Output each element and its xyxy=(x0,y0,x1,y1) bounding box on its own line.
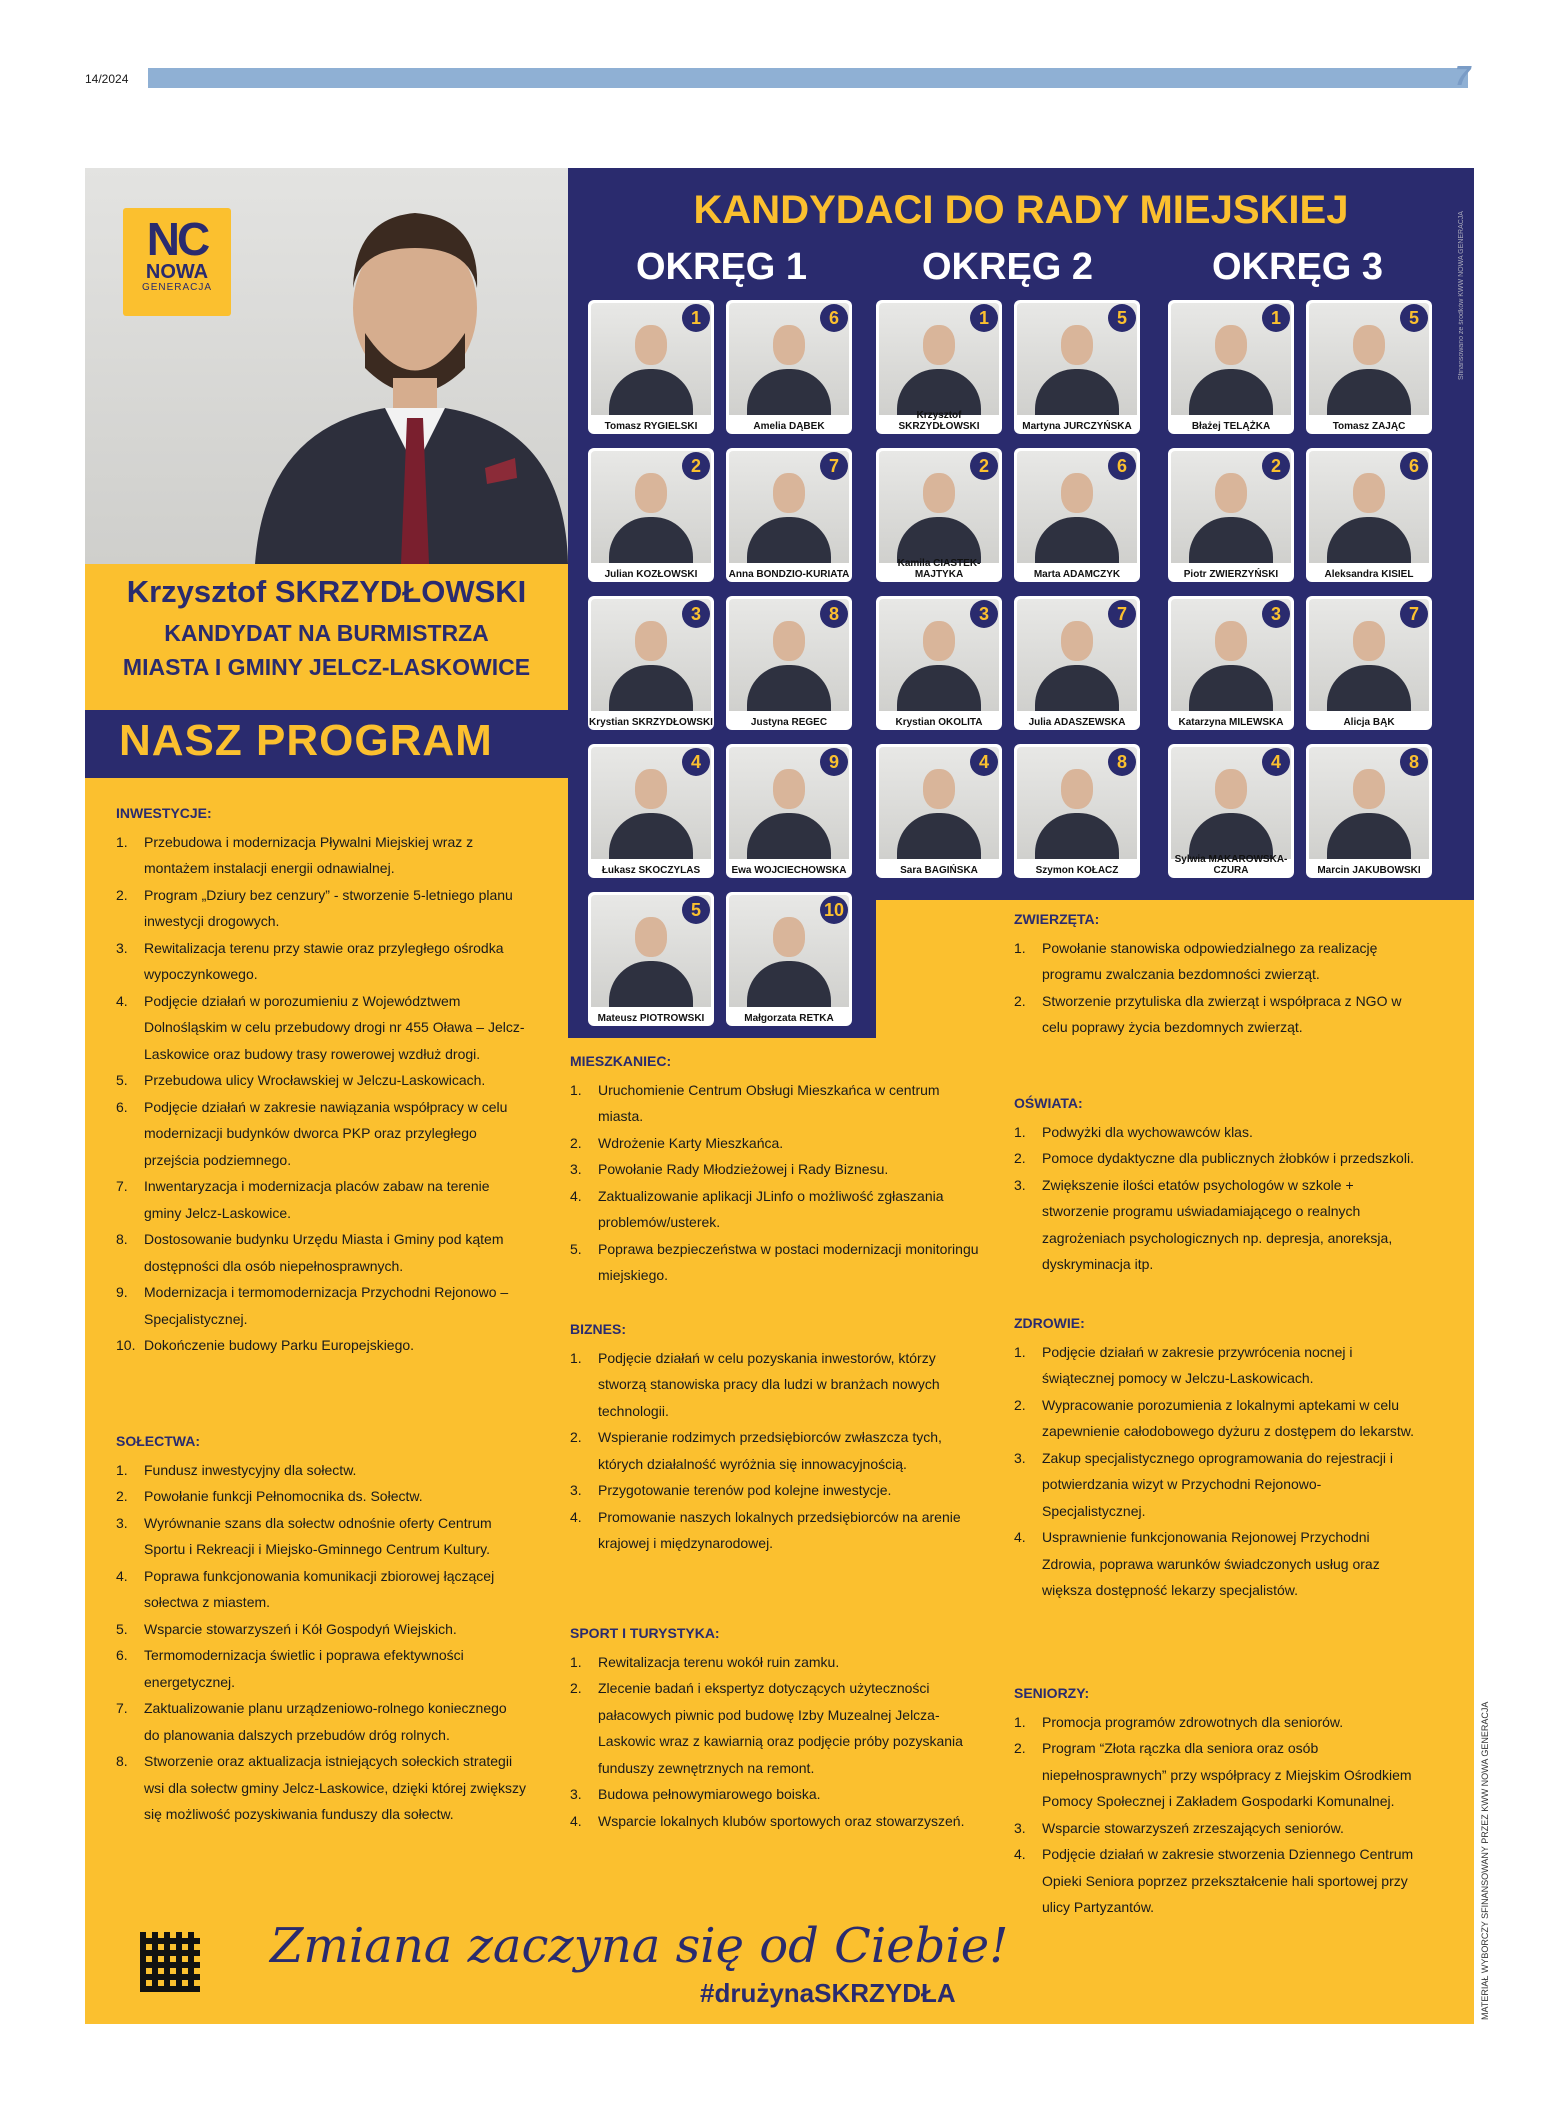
program-item xyxy=(1014,1524,1424,1604)
program-item xyxy=(1014,1172,1424,1278)
candidate-name: Tomasz RYGIELSKI xyxy=(604,421,698,432)
program-item xyxy=(116,1226,526,1279)
page-number: 7 xyxy=(1455,60,1471,91)
program-item xyxy=(116,1642,526,1695)
item-number: 1. xyxy=(570,1081,582,1098)
candidate-name: Błażej TELĄŻKA xyxy=(1191,421,1271,432)
program-item xyxy=(1014,935,1424,988)
item-number: 1. xyxy=(570,1653,582,1670)
candidate-list-number: 4 xyxy=(1262,748,1290,776)
item-text: Powołanie stanowiska odpowiedzialnego za realizację programu zwalczania bezdomności zwierząt. xyxy=(1042,939,1378,982)
item-text: Wspieranie rodzimych przedsiębiorców zwłaszcza tych, których działalność wyróżnia się innowacyjnością. xyxy=(598,1429,942,1472)
candidate-name: Ewa WOJCIECHOWSKA xyxy=(731,865,847,876)
item-text: Inwentaryzacja i modernizacja placów zabaw na terenie gminy Jelcz-Laskowice. xyxy=(144,1178,490,1221)
candidate-list-number: 1 xyxy=(682,304,710,332)
program-item xyxy=(570,1156,980,1183)
item-text: Wypracowanie porozumienia z lokalnymi aptekami w celu zapewnienie całodobowego dyżuru z dostępem do lekarstw. xyxy=(1042,1396,1415,1439)
item-text: Pomoce dydaktyczne dla publicznych żłobków i przedszkoli. xyxy=(1042,1150,1414,1166)
item-text: Przygotowanie terenów pod kolejne inwestycje. xyxy=(598,1482,892,1498)
item-text: Podjęcie działań w zakresie przywrócenia nocnej i świątecznej pomocy w Jelczu-Laskowicach. xyxy=(1042,1343,1353,1386)
candidate-list-number: 8 xyxy=(1400,748,1428,776)
candidate-list-number: 1 xyxy=(1262,304,1290,332)
section-title: MIESZKANIEC: xyxy=(570,1053,672,1069)
candidate-card xyxy=(1306,448,1432,582)
item-text: Usprawnienie funkcjonowania Rejonowej Przychodni Zdrowia, poprawa warunków świadczonych usług oraz większa dostępność lekarzy specjalistów. xyxy=(1042,1529,1380,1598)
candidate-card xyxy=(588,300,714,434)
candidate-card xyxy=(1168,596,1294,730)
item-number: 3. xyxy=(570,1482,582,1498)
item-text: Rewitalizacja terenu przy stawie oraz przyległego ośrodka wypoczynkowego. xyxy=(144,939,504,982)
candidate-list-number: 2 xyxy=(682,452,710,480)
candidate-card xyxy=(588,448,714,582)
candidate-name: Mateusz PIOTROWSKI xyxy=(597,1013,705,1024)
program-item xyxy=(116,1279,526,1332)
candidate-card xyxy=(876,744,1002,878)
candidate-name: Alicja BĄK xyxy=(1343,717,1395,728)
item-number: 4. xyxy=(570,1508,582,1525)
candidate-list-number: 3 xyxy=(970,600,998,628)
item-text: Termomodernizacja świetlic i poprawa efektywności energetycznej. xyxy=(144,1647,464,1690)
candidate-card xyxy=(876,596,1002,730)
section-title: BIZNES: xyxy=(570,1321,626,1337)
program-item xyxy=(116,1173,526,1226)
program-item xyxy=(116,1094,526,1174)
candidate-photo xyxy=(85,168,568,564)
slogan: Zmiana zaczyna się od Ciebie! xyxy=(270,1918,1009,1974)
program-banner xyxy=(85,710,568,778)
section-solectwa xyxy=(116,1428,526,1828)
candidate-list-number: 2 xyxy=(1262,452,1290,480)
candidate-card xyxy=(1014,744,1140,878)
candidate-name: Małgorzata RETKA xyxy=(744,1013,834,1024)
item-number: 4. xyxy=(1014,1846,1026,1862)
program-item xyxy=(570,1781,980,1808)
item-text: Uruchomienie Centrum Obsługi Mieszkańca w centrum miasta. xyxy=(598,1081,940,1124)
candidate-card xyxy=(1168,744,1294,878)
item-text: Wsparcie stowarzyszeń zrzeszających seniorów. xyxy=(1042,1819,1344,1836)
candidate-role-line2: MIASTA I GMINY JELCZ-LASKOWICE xyxy=(122,654,531,680)
candidate-name: Julian KOZŁOWSKI xyxy=(604,569,698,580)
program-item xyxy=(1014,988,1424,1041)
candidate-list-number: 7 xyxy=(1108,600,1136,628)
item-text: Powołanie Rady Młodzieżowej i Rady Biznesu. xyxy=(598,1161,889,1177)
item-text: Program „Dziury bez cenzury” - stworzenie 5-letniego planu inwestycji drogowych. xyxy=(144,886,513,929)
item-text: Dokończenie budowy Parku Europejskiego. xyxy=(144,1337,415,1353)
program-item xyxy=(570,1808,980,1835)
logo-line1: NOWA xyxy=(145,261,209,283)
candidate-name: Kamila CIASTEK-MAJTYKA xyxy=(897,558,981,580)
item-text: Zakup specjalistycznego oprogramowania do rejestracji i potwierdzania wizyt w Przychodni Rejonowo-Specjalistycznej. xyxy=(1042,1449,1393,1519)
program-item xyxy=(570,1130,980,1157)
candidate-list-number: 5 xyxy=(1400,304,1428,332)
item-text: Wsparcie lokalnych klubów sportowych oraz stowarzyszeń. xyxy=(598,1812,965,1829)
candidate-portrait-icon xyxy=(85,168,568,564)
candidate-list-number: 6 xyxy=(1400,452,1428,480)
candidate-card xyxy=(1168,448,1294,582)
section-inwestycje xyxy=(116,800,526,1359)
program-item xyxy=(116,1483,526,1510)
program-item xyxy=(570,1077,980,1130)
item-number: 1. xyxy=(116,833,128,850)
candidate-list-number: 6 xyxy=(1108,452,1136,480)
item-text: Rewitalizacja terenu wokół ruin zamku. xyxy=(598,1653,840,1670)
candidate-name: Marta ADAMCZYK xyxy=(1033,569,1121,580)
item-text: Podwyżki dla wychowawców klas. xyxy=(1042,1123,1253,1140)
item-text: Powołanie funkcji Pełnomocnika ds. Sołectw. xyxy=(144,1488,423,1504)
program-item xyxy=(570,1477,980,1504)
item-number: 5. xyxy=(570,1240,582,1257)
item-number: 4. xyxy=(1014,1529,1026,1545)
item-text: Dostosowanie budynku Urzędu Miasta i Gminy pod kątem dostępności dla osób niepełnosprawnych. xyxy=(144,1231,504,1274)
candidate-card xyxy=(726,448,852,582)
candidate-card xyxy=(588,744,714,878)
candidate-name: Justyna REGEC xyxy=(750,717,828,728)
item-text: Program “Złota rączka dla seniora oraz osób niepełnosprawnych” przy współpracy z Miejskim Ośrodkiem Pomocy Społecznej i Zakładem Gospodarki Komunalnej. xyxy=(1042,1740,1412,1809)
candidate-name: Sylwia MAKAROWSKA-CZURA xyxy=(1174,854,1288,876)
candidate-list-number: 5 xyxy=(682,896,710,924)
program-item xyxy=(116,1067,526,1094)
item-number: 1. xyxy=(1014,1123,1026,1140)
item-text: Stworzenie oraz aktualizacja istniejących sołeckich strategii wsi dla sołectw gminy Jelcz-Laskowice, dzięki której zwiększy się możliwość pozyskiwania funduszy dla sołectw. xyxy=(144,1753,527,1822)
logo-line2: GENERACJA xyxy=(141,282,213,293)
candidate-name: Krystian OKOLITA xyxy=(895,717,983,728)
section-mieszkaniec xyxy=(570,1048,980,1289)
candidate-name: Krystian SKRZYDŁOWSKI xyxy=(589,717,713,728)
candidate-card xyxy=(1014,448,1140,582)
item-text: Fundusz inwestycyjny dla sołectw. xyxy=(144,1461,357,1478)
candidate-list-number: 7 xyxy=(820,452,848,480)
candidate-list-number: 8 xyxy=(1108,748,1136,776)
section-title: SENIORZY: xyxy=(1014,1685,1090,1701)
section-seniorzy xyxy=(1014,1680,1424,1921)
district-3-label: OKRĘG 3 xyxy=(1212,246,1384,288)
item-number: 2. xyxy=(116,1488,128,1504)
item-text: Promowanie naszych lokalnych przedsiębiorców na arenie krajowej i międzynarodowej. xyxy=(598,1508,961,1551)
item-number: 6. xyxy=(116,1647,128,1663)
program-item xyxy=(1014,1445,1424,1525)
item-text: Promocja programów zdrowotnych dla seniorów. xyxy=(1042,1713,1344,1730)
program-item xyxy=(1014,1392,1424,1445)
section-title: OŚWIATA: xyxy=(1014,1095,1083,1111)
candidate-name: Katarzyna MILEWSKA xyxy=(1178,717,1284,728)
section-title: SPORT I TURYSTYKA: xyxy=(570,1625,720,1641)
candidate-card xyxy=(726,892,852,1026)
program-item xyxy=(116,1510,526,1563)
item-number: 2. xyxy=(1014,992,1026,1009)
candidate-list-number: 5 xyxy=(1108,304,1136,332)
candidate-name: Amelia DĄBEK xyxy=(753,421,825,432)
candidate-name: Tomasz ZAJĄC xyxy=(1332,421,1406,432)
program-item xyxy=(1014,1815,1424,1842)
item-number: 2. xyxy=(1014,1396,1026,1413)
item-number: 2. xyxy=(570,1680,582,1696)
program-item xyxy=(1014,1735,1424,1815)
program-item xyxy=(116,882,526,935)
candidate-list-number: 8 xyxy=(820,600,848,628)
program-item xyxy=(570,1675,980,1781)
item-number: 4. xyxy=(570,1187,582,1204)
item-text: Modernizacja i termomodernizacja Przychodni Rejonowo – Specjalistycznej. xyxy=(144,1284,509,1327)
program-item xyxy=(570,1183,980,1236)
candidate-name-box xyxy=(85,564,568,710)
section-title: ZDROWIE: xyxy=(1014,1315,1085,1331)
issue-number: 14/2024 xyxy=(85,72,129,86)
section-zwierzeta xyxy=(1014,906,1424,1041)
program-item xyxy=(116,829,526,882)
program-item xyxy=(1014,1339,1424,1392)
item-number: 4. xyxy=(116,992,128,1009)
program-item xyxy=(570,1345,980,1425)
candidate-card xyxy=(876,448,1002,582)
district-2-label: OKRĘG 2 xyxy=(922,246,1094,288)
candidate-card xyxy=(1168,300,1294,434)
program-item xyxy=(570,1504,980,1557)
program-item xyxy=(1014,1119,1424,1146)
candidate-list-number: 4 xyxy=(682,748,710,776)
election-material-note: MATERIAŁ WYBORCZY SFINANSOWANY PRZEZ KWW NOWA GENERACJA xyxy=(1480,1701,1490,2020)
section-sport xyxy=(570,1620,980,1834)
item-text: Zaktualizowanie planu urządzeniowo-rolnego koniecznego do planowania dalszych przebudów dróg rolnych. xyxy=(144,1700,507,1743)
item-number: 5. xyxy=(116,1072,128,1088)
item-text: Budowa pełnowymiarowego boiska. xyxy=(598,1786,821,1802)
section-oswiata xyxy=(1014,1090,1424,1278)
candidate-list-number: 9 xyxy=(820,748,848,776)
item-number: 2. xyxy=(1014,1740,1026,1756)
program-item xyxy=(116,988,526,1068)
item-text: Poprawa bezpieczeństwa w postaci modernizacji monitoringu miejskiego. xyxy=(598,1240,979,1283)
item-number: 3. xyxy=(570,1786,582,1802)
program-item xyxy=(116,935,526,988)
candidate-card xyxy=(588,892,714,1026)
candidate-list-number: 4 xyxy=(970,748,998,776)
item-number: 1. xyxy=(1014,939,1026,956)
logo-mark: NC xyxy=(146,213,208,265)
item-number: 6. xyxy=(116,1098,128,1115)
item-number: 7. xyxy=(116,1178,128,1194)
item-text: Przebudowa ulicy Wrocławskiej w Jelczu-Laskowicach. xyxy=(144,1072,486,1088)
candidate-card xyxy=(1306,596,1432,730)
candidate-name: Sara BAGIŃSKA xyxy=(900,865,978,876)
program-item xyxy=(1014,1709,1424,1736)
program-item xyxy=(570,1649,980,1676)
item-number: 2. xyxy=(116,886,128,903)
item-number: 7. xyxy=(116,1700,128,1716)
item-text: Wsparcie stowarzyszeń i Kół Gospodyń Wiejskich. xyxy=(144,1620,457,1637)
item-text: Stworzenie przytuliska dla zwierząt i współpraca z NGO w celu poprawy życia bezdomnych zwierząt. xyxy=(1042,992,1402,1035)
candidate-list-number: 1 xyxy=(970,304,998,332)
program-item xyxy=(116,1563,526,1616)
item-text: Wyrównanie szans dla sołectw odnośnie oferty Centrum Sportu i Rekreacji i Miejsko-Gminnego Centrum Kultury. xyxy=(144,1514,492,1557)
program-item xyxy=(116,1332,526,1359)
candidate-card xyxy=(588,596,714,730)
candidate-card xyxy=(1306,744,1432,878)
program-item xyxy=(1014,1145,1424,1172)
item-text: Zwiększenie ilości etatów psychologów w szkole + stworzenie programu uświadamiającego o realnych zagrożeniach psychologicznych np. depresja, anoreksja, dyskryminacja itp. xyxy=(1042,1176,1393,1272)
candidate-card xyxy=(726,300,852,434)
item-number: 3. xyxy=(1014,1449,1026,1466)
candidate-name: Aleksandra KISIEL xyxy=(1324,569,1414,580)
item-number: 4. xyxy=(116,1567,128,1584)
candidate-list-number: 3 xyxy=(1262,600,1290,628)
item-number: 1. xyxy=(116,1461,128,1478)
item-text: Zlecenie badań i ekspertyz dotyczących użyteczności pałacowych piwnic pod budowę Izby Muzealnej Jelcza-Laskowic wraz z kawiarnią oraz podjęcie próby pozyskania funduszy zewnętrznych na remont. xyxy=(598,1680,963,1776)
item-number: 10. xyxy=(116,1337,136,1353)
program-item xyxy=(570,1236,980,1289)
candidate-name: Piotr ZWIERZYŃSKI xyxy=(1183,569,1279,580)
item-text: Podjęcie działań w porozumieniu z Województwem Dolnośląskim w celu przebudowy drogi nr 455 Oława – Jelcz-Laskowice oraz budowy trasy rowerowej wzdłuż drogi. xyxy=(144,992,525,1062)
item-text: Poprawa funkcjonowania komunikacji zbiorowej łączącej sołectwa z miastem. xyxy=(144,1567,495,1610)
program-item xyxy=(116,1457,526,1484)
item-text: Zaktualizowanie aplikacji JLinfo o możliwość zgłaszania problemów/usterek. xyxy=(598,1187,944,1230)
candidate-name: Szymon KOŁACZ xyxy=(1035,865,1119,876)
candidate-card xyxy=(1306,300,1432,434)
item-number: 3. xyxy=(116,1514,128,1531)
district-1-label: OKRĘG 1 xyxy=(636,246,808,288)
header-bar xyxy=(148,68,1468,88)
funding-note: Sfinansowano ze środków KWW NOWA GENERACJA xyxy=(1458,211,1465,380)
candidate-name: Anna BONDZIO-KURIATA xyxy=(728,569,850,580)
item-number: 2. xyxy=(1014,1150,1026,1166)
candidate-list-number: 6 xyxy=(820,304,848,332)
item-number: 1. xyxy=(1014,1343,1026,1360)
candidate-name: Julia ADASZEWSKA xyxy=(1028,717,1126,728)
item-text: Podjęcie działań w celu pozyskania inwestorów, którzy stworzą stanowiska pracy dla ludzi w branżach nowych technologii. xyxy=(598,1349,940,1419)
program-item xyxy=(570,1424,980,1477)
candidate-card xyxy=(726,596,852,730)
hashtag: #drużynaSKRZYDŁA xyxy=(700,1978,956,2008)
program-item xyxy=(1014,1841,1424,1921)
section-title: SOŁECTWA: xyxy=(116,1433,200,1449)
item-number: 4. xyxy=(570,1812,582,1829)
candidate-list-number: 2 xyxy=(970,452,998,480)
item-number: 2. xyxy=(570,1429,582,1445)
item-number: 3. xyxy=(1014,1819,1026,1836)
candidate-name: Martyna JURCZYŃSKA xyxy=(1022,421,1132,432)
program-item xyxy=(116,1695,526,1748)
item-number: 3. xyxy=(1014,1176,1026,1193)
candidate-role-line1: KANDYDAT NA BURMISTRZA xyxy=(164,620,489,646)
section-biznes xyxy=(570,1316,980,1557)
program-item xyxy=(116,1748,526,1828)
item-text: Podjęcie działań w zakresie stworzenia Dziennego Centrum Opieki Seniora poprzez przekształcenie hali sportowej przy ulicy Partyzantów. xyxy=(1042,1846,1414,1915)
candidate-card xyxy=(876,300,1002,434)
candidate-list-number: 3 xyxy=(682,600,710,628)
item-number: 1. xyxy=(1014,1713,1026,1730)
item-text: Przebudowa i modernizacja Pływalni Miejskiej wraz z montażem instalacji energii odnawialnej. xyxy=(144,833,474,876)
item-text: Podjęcie działań w zakresie nawiązania współpracy w celu modernizacji budynków dworca PKP oraz przyległego przejścia podziemnego. xyxy=(144,1098,508,1168)
item-number: 9. xyxy=(116,1284,128,1300)
program-title: NASZ PROGRAM xyxy=(119,716,493,765)
item-number: 8. xyxy=(116,1231,128,1247)
item-number: 5. xyxy=(116,1620,128,1637)
candidate-list-number: 7 xyxy=(1400,600,1428,628)
council-title: KANDYDACI DO RADY MIEJSKIEJ xyxy=(693,188,1349,232)
candidate-name: Krzysztof SKRZYDŁOWSKI xyxy=(898,410,980,432)
candidate-name: Łukasz SKOCZYLAS xyxy=(601,865,701,876)
qr-code-icon[interactable] xyxy=(140,1932,200,1992)
candidate-name: Krzysztof SKRZYDŁOWSKI xyxy=(126,574,527,609)
section-title: ZWIERZĘTA: xyxy=(1014,911,1100,927)
candidate-card xyxy=(1014,300,1140,434)
item-number: 2. xyxy=(570,1134,582,1151)
candidate-name: Marcin JAKUBOWSKI xyxy=(1317,865,1421,876)
program-item xyxy=(116,1616,526,1643)
candidate-card xyxy=(1014,596,1140,730)
item-number: 3. xyxy=(116,939,128,956)
item-text: Wdrożenie Karty Mieszkańca. xyxy=(598,1134,784,1151)
section-zdrowie xyxy=(1014,1310,1424,1604)
item-number: 8. xyxy=(116,1753,128,1769)
item-number: 3. xyxy=(570,1161,582,1177)
candidate-card xyxy=(726,744,852,878)
section-title: INWESTYCJE: xyxy=(116,805,212,821)
candidate-list-number: 10 xyxy=(820,896,848,924)
item-number: 1. xyxy=(570,1349,582,1366)
